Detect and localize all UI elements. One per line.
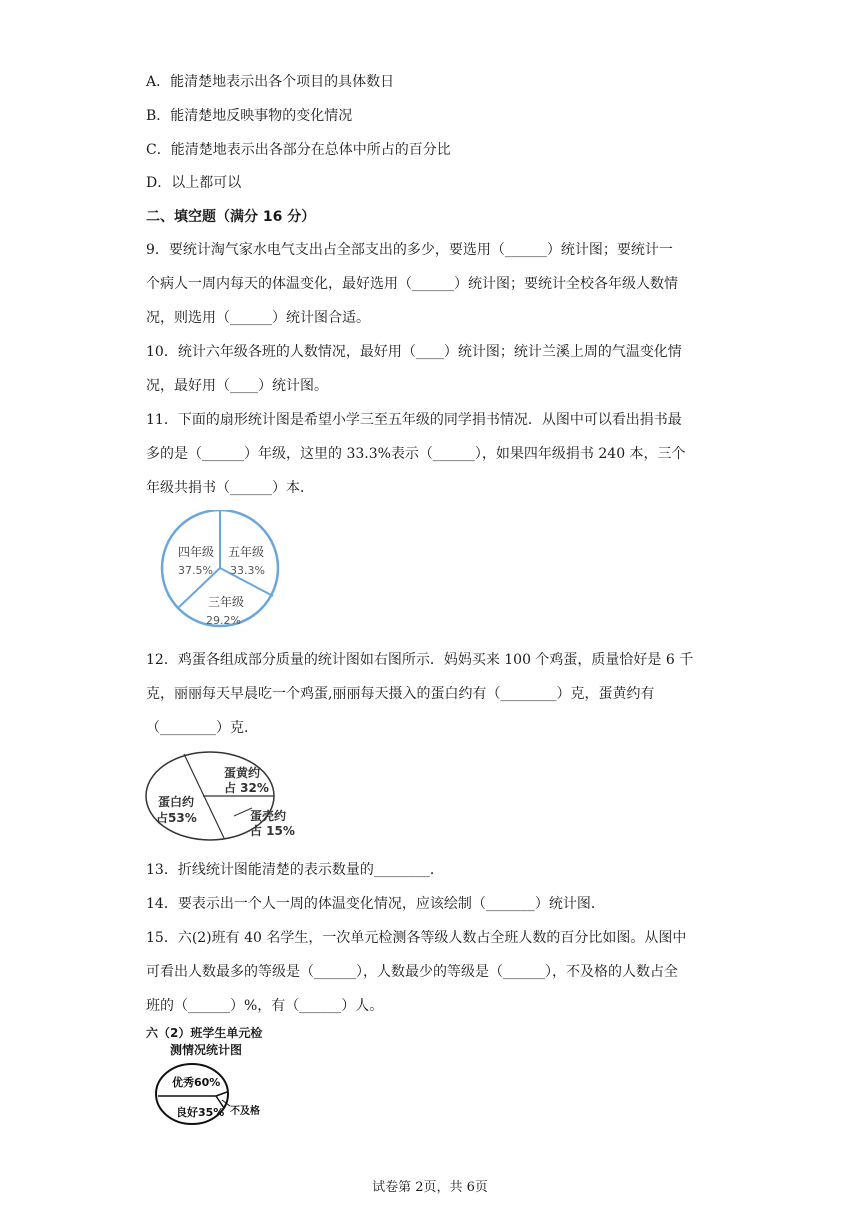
class-chart-title-1: 六（2）班学生单元检	[146, 1026, 263, 1040]
q15-line-3: 班的（______）%，有（______）人。	[146, 998, 384, 1014]
section-heading: 二、填空题（满分 16 分）	[146, 209, 316, 225]
excellent-label: 优秀60%	[172, 1076, 221, 1089]
fail-label: 不及格	[230, 1106, 260, 1117]
page-footer: 试卷第 2页，共 6页	[372, 1180, 488, 1195]
shell-label-2: 占 15%	[250, 824, 295, 838]
q12-line-3: （________）克．	[146, 720, 258, 736]
grade5-label: 五年级	[228, 545, 265, 559]
class-results-pie-chart	[154, 1060, 284, 1130]
grade4-label: 四年级	[178, 545, 215, 559]
option-a: A．能清楚地表示出各个项目的具体数日	[146, 74, 395, 90]
option-c: C．能清楚地表示出各部分在总体中所占的百分比	[146, 142, 451, 158]
q13-line: 13．折线统计图能清楚的表示数量的________．	[146, 862, 444, 878]
grade5-percent: 33.3%	[230, 564, 265, 577]
good-label: 良好35%	[176, 1106, 225, 1119]
q12-line-2: 克，丽丽每天早晨吃一个鸡蛋,丽丽每天摄入的蛋白约有（________）克，蛋黄约有	[146, 686, 655, 702]
grade4-percent: 37.5%	[178, 564, 213, 577]
q9-line-3: 况，则选用（______）统计图合适。	[146, 310, 370, 326]
q14-line: 14．要表示出一个人一周的体温变化情况，应该绘制（_______）统计图．	[146, 896, 605, 912]
grade3-label: 三年级	[208, 595, 245, 609]
q11-line-1: 11．下面的扇形统计图是希望小学三至五年级的同学捐书情况．从图中可以看出捐书最	[146, 412, 682, 428]
q11-line-3: 年级共捐书（______）本．	[146, 480, 314, 496]
q10-line-1: 10．统计六年级各班的人数情况，最好用（____）统计图；统计兰溪上周的气温变化情	[146, 344, 682, 360]
book-donation-pie-chart	[152, 510, 292, 630]
yolk-label-1: 蛋黄约	[224, 766, 261, 780]
white-label-1: 蛋白约	[158, 795, 195, 809]
q15-line-2: 可看出人数最多的等级是（______），人数最少的等级是（______），不及格的人数占全	[146, 964, 678, 980]
egg-composition-pie-chart	[144, 750, 304, 842]
q12-line-1: 12．鸡蛋各组成部分质量的统计图如右图所示．妈妈买来 100 个鸡蛋，质量恰好是 6 千	[146, 652, 694, 668]
shell-label-1: 蛋壳约	[250, 809, 287, 823]
option-b: B．能清楚地反映事物的变化情况	[146, 108, 353, 124]
white-label-2: 占53%	[156, 811, 197, 825]
q10-line-2: 况，最好用（____）统计图。	[146, 378, 328, 394]
class-chart-title-2: 测情况统计图	[170, 1043, 243, 1057]
q9-line-1: 9．要统计淘气家水电气支出占全部支出的多少，要选用（______）统计图；要统计一	[146, 242, 673, 258]
grade3-percent: 29.2%	[206, 614, 241, 627]
option-d: D．以上都可以	[146, 175, 242, 191]
q11-line-2: 多的是（______）年级，这里的 33.3%表示（______），如果四年级捐书 240 本，三个	[146, 446, 686, 462]
q9-line-2: 个病人一周内每天的体温变化，最好选用（______）统计图；要统计全校各年级人数情	[146, 276, 678, 292]
q15-line-1: 15．六(2)班有 40 名学生，一次单元检测各等级人数占全班人数的百分比如图。从图中	[146, 930, 687, 946]
yolk-label-2: 占 32%	[224, 781, 269, 795]
